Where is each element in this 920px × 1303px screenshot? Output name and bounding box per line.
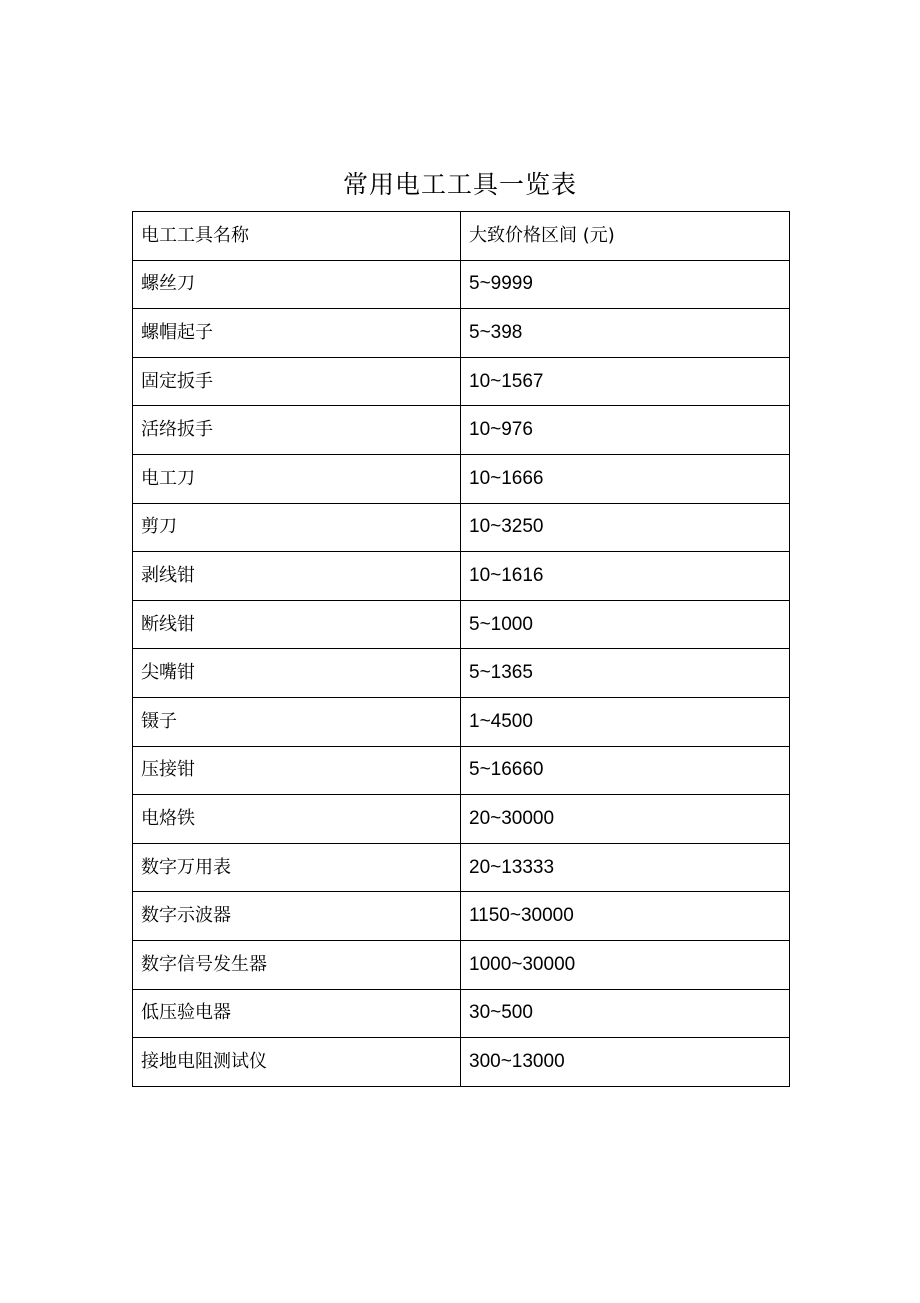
tool-name-cell: 尖嘴钳 <box>133 649 461 698</box>
tool-name-cell: 数字信号发生器 <box>133 940 461 989</box>
tool-name-cell: 接地电阻测试仪 <box>133 1038 461 1087</box>
header-tool-name: 电工工具名称 <box>133 212 461 261</box>
table-row <box>133 552 790 601</box>
price-range-cell: 10~976 <box>461 406 790 455</box>
tool-name-cell: 电工刀 <box>133 454 461 503</box>
table-row <box>133 746 790 795</box>
table-row <box>133 503 790 552</box>
header-price-range: 大致价格区间 (元) <box>461 212 790 261</box>
tool-name-cell: 低压验电器 <box>133 989 461 1038</box>
price-range-cell: 10~1567 <box>461 357 790 406</box>
price-range-cell: 5~1000 <box>461 600 790 649</box>
tool-name-cell: 电烙铁 <box>133 795 461 844</box>
price-range-cell: 5~1365 <box>461 649 790 698</box>
price-range-cell: 10~1666 <box>461 454 790 503</box>
table-row <box>133 697 790 746</box>
table-row <box>133 989 790 1038</box>
price-range-cell: 5~16660 <box>461 746 790 795</box>
price-range-cell: 10~1616 <box>461 552 790 601</box>
price-range-cell: 20~30000 <box>461 795 790 844</box>
tool-name-cell: 活络扳手 <box>133 406 461 455</box>
price-range-cell: 5~9999 <box>461 260 790 309</box>
price-range-cell: 1~4500 <box>461 697 790 746</box>
table-row <box>133 940 790 989</box>
price-range-cell: 1150~30000 <box>461 892 790 941</box>
price-range-cell: 30~500 <box>461 989 790 1038</box>
tool-name-cell: 固定扳手 <box>133 357 461 406</box>
price-range-cell: 1000~30000 <box>461 940 790 989</box>
table-row <box>133 260 790 309</box>
tool-name-cell: 螺帽起子 <box>133 309 461 358</box>
table-header-row <box>133 212 790 261</box>
tool-name-cell: 压接钳 <box>133 746 461 795</box>
price-range-cell: 20~13333 <box>461 843 790 892</box>
table-row <box>133 357 790 406</box>
table-row <box>133 649 790 698</box>
table-row <box>133 1038 790 1087</box>
tool-name-cell: 剥线钳 <box>133 552 461 601</box>
page-title: 常用电工工具一览表 <box>342 170 577 199</box>
table-row <box>133 600 790 649</box>
tool-price-table <box>132 211 790 1087</box>
table-row <box>133 454 790 503</box>
table-row <box>133 309 790 358</box>
tool-name-cell: 剪刀 <box>133 503 461 552</box>
table-row <box>133 892 790 941</box>
tool-name-cell: 镊子 <box>133 697 461 746</box>
tool-name-cell: 断线钳 <box>133 600 461 649</box>
table-row <box>133 843 790 892</box>
price-range-cell: 300~13000 <box>461 1038 790 1087</box>
table-row <box>133 795 790 844</box>
table-row <box>133 406 790 455</box>
price-range-cell: 10~3250 <box>461 503 790 552</box>
tool-name-cell: 螺丝刀 <box>133 260 461 309</box>
tool-name-cell: 数字万用表 <box>133 843 461 892</box>
price-range-cell: 5~398 <box>461 309 790 358</box>
tool-name-cell: 数字示波器 <box>133 892 461 941</box>
